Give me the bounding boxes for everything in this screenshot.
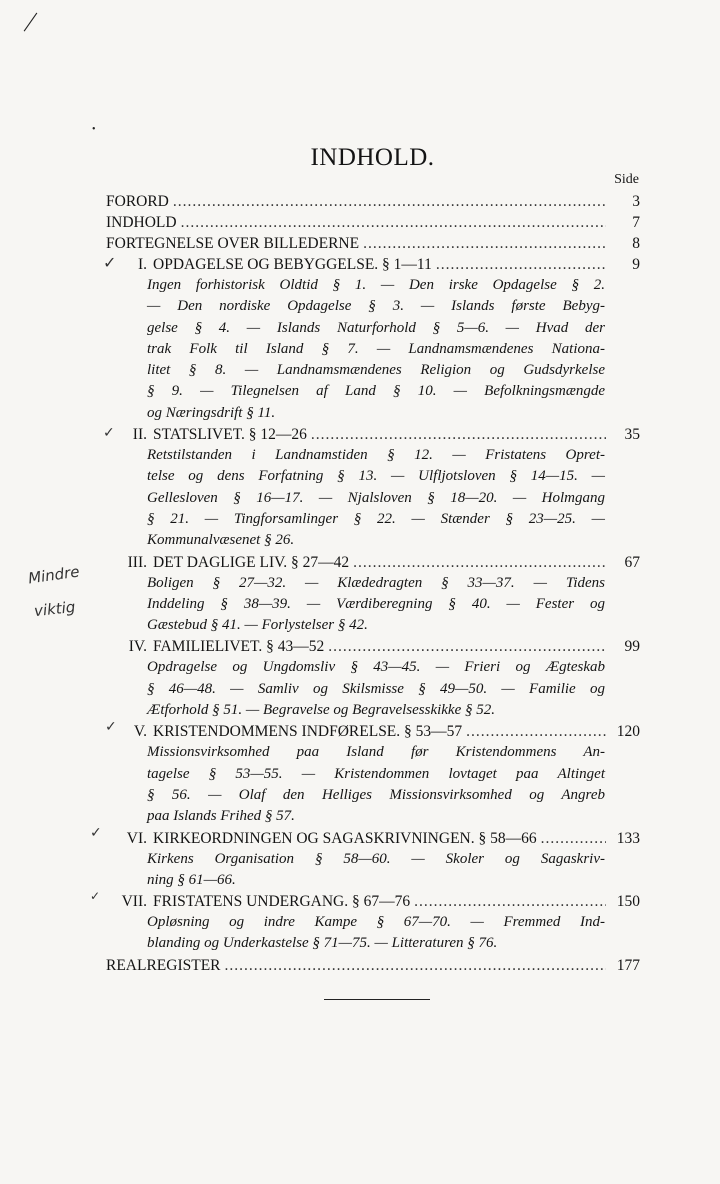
- summary-line: tagelse § 53—55. — Kristendommen lovtaget paa Altinget: [147, 765, 605, 782]
- dot-leader: [414, 891, 606, 912]
- summary-line: Gæstebud § 41. — Forlystelser § 42.: [147, 617, 368, 634]
- summary-line: § 21. — Tingforsamlinger § 22. — Stænder § 23—25. —: [147, 510, 605, 527]
- dot-leader: [225, 955, 606, 976]
- toc-entry: [106, 955, 640, 976]
- summary-line: gelse § 4. — Islands Naturforhold § 5—6. — Hvad der: [147, 319, 605, 336]
- toc-entry: [106, 254, 640, 275]
- pencil-tick-mark: ✓: [90, 825, 102, 841]
- entry-title: OPDAGELSE OG BEBYGGELSE. § 1—11: [153, 256, 432, 273]
- toc-entry: [106, 424, 640, 445]
- dot-leader: [181, 212, 606, 233]
- summary-line: Kommunalvæsenet § 26.: [147, 532, 295, 549]
- entry-title: INDHOLD: [106, 214, 177, 231]
- page-number: 99: [624, 638, 640, 656]
- summary-line: — Den nordiske Opdagelse § 3. — Islands første Bebyg-: [147, 298, 605, 315]
- summary-line: § 46—48. — Samliv og Skilsmisse § 49—50. — Familie og: [147, 680, 605, 697]
- pencil-tick-mark: ✓: [90, 889, 101, 903]
- page-number: 120: [616, 723, 640, 741]
- entry-summary: [147, 742, 605, 827]
- summary-line: Ætforhold § 51. — Begravelse og Begravelsesskikke § 52.: [147, 702, 495, 719]
- entry-title: FRISTATENS UNDERGANG. § 67—76: [153, 893, 411, 911]
- summary-line: Kirkens Organisation § 58—60. — Skoler og Sagaskriv-: [147, 850, 605, 867]
- dot-leader: [173, 191, 606, 212]
- chapter-number: II.: [132, 426, 147, 444]
- summary-line: § 56. — Olaf den Helliges Missionsvirksomhed og Angreb: [147, 786, 605, 803]
- entry-summary: [147, 275, 605, 424]
- toc-entry: [106, 636, 640, 657]
- page-number: 8: [632, 235, 640, 252]
- side-column-label: Side: [614, 172, 639, 187]
- summary-line: § 9. — Tilegnelsen af Land § 10. — Befolkningsmængde: [147, 383, 605, 400]
- entry-summary: [147, 445, 605, 551]
- toc-entry: [106, 552, 640, 573]
- toc-entry: [106, 212, 640, 233]
- summary-line: telse og dens Forfatning § 13. — Ulfljotsloven § 14—15. —: [147, 468, 605, 485]
- chapter-number: V.: [133, 723, 147, 741]
- entry-title: DET DAGLIGE LIV. § 27—42: [153, 553, 350, 571]
- summary-line: Retstilstanden i Landnamstiden § 12. — Fristatens Opret-: [147, 447, 605, 464]
- page-number: 150: [616, 893, 640, 911]
- entry-title: FAMILIELIVET. § 43—52: [153, 638, 325, 656]
- entry-summary: [147, 657, 605, 721]
- chapter-number: VII.: [121, 893, 147, 911]
- end-rule: [324, 999, 430, 1000]
- chapter-number: III.: [127, 553, 147, 571]
- page-number: 67: [624, 553, 640, 571]
- chapter-number: IV.: [128, 638, 147, 656]
- toc-entry: [106, 233, 640, 254]
- page-number: 133: [616, 829, 640, 847]
- pencil-stroke: —: [12, 4, 46, 37]
- summary-line: Boligen § 27—32. — Klædedragten § 33—37. — Tidens: [147, 574, 605, 591]
- handwritten-note-line-1: Mindre: [26, 562, 81, 588]
- dot-leader: [363, 233, 606, 254]
- summary-line: Inddeling § 38—39. — Værdiberegning § 40. — Fester og: [147, 595, 605, 612]
- entry-title: FORTEGNELSE OVER BILLEDERNE: [106, 235, 360, 252]
- page-title: INDHOLD.: [310, 144, 435, 171]
- summary-line: Opdragelse og Ungdomsliv § 43—45. — Frieri og Ægteskab: [147, 659, 605, 676]
- summary-line: Opløsning og indre Kampe § 67—70. — Fremmed Ind-: [147, 914, 605, 931]
- summary-line: litet § 8. — Landnamsmændenes Religion og Gudsdyrkelse: [147, 362, 605, 379]
- dot-leader: [353, 552, 606, 573]
- page-number: 9: [632, 256, 640, 273]
- summary-line: paa Islands Frihed § 57.: [147, 808, 295, 825]
- toc-entry: [106, 828, 640, 849]
- entry-title: STATSLIVET. § 12—26: [153, 426, 307, 444]
- entry-summary: [147, 573, 605, 637]
- pencil-tick-mark: ✓: [103, 253, 117, 272]
- summary-line: Ingen forhistorisk Oldtid § 1. — Den irske Opdagelse § 2.: [147, 277, 605, 293]
- summary-line: Gellesloven § 16—17. — Njalsloven § 18—20. — Holmgang: [147, 489, 605, 506]
- summary-line: og Næringsdrift § 11.: [147, 404, 276, 421]
- chapter-number: VI.: [126, 829, 147, 847]
- toc-entry: [106, 721, 640, 742]
- toc-entry: [106, 891, 640, 912]
- page-number: 3: [632, 193, 640, 210]
- entry-title: REALREGISTER: [106, 956, 221, 974]
- entry-title: KRISTENDOMMENS INDFØRELSE. § 53—57: [153, 723, 463, 741]
- summary-line: blanding og Underkastelse § 71—75. — Litteraturen § 76.: [147, 935, 498, 952]
- entry-summary: [147, 849, 605, 892]
- table-of-contents: [106, 191, 640, 976]
- summary-line: trak Folk til Island § 7. — Landnamsmændenes Nationa-: [147, 340, 605, 357]
- dot-leader: [311, 424, 606, 445]
- entry-title: FORORD: [106, 193, 169, 210]
- dot-mark: •: [92, 124, 96, 135]
- pencil-tick-mark: ✓: [105, 719, 117, 735]
- summary-line: ning § 61—66.: [147, 871, 236, 888]
- summary-line: Missionsvirksomhed paa Island før Kristendommens An-: [147, 744, 605, 761]
- pencil-tick-mark: ✓: [103, 425, 115, 441]
- handwritten-note-line-2: viktig: [33, 597, 77, 621]
- dot-leader: [328, 636, 606, 657]
- entry-summary: [147, 912, 605, 955]
- dot-leader: [436, 254, 606, 275]
- entry-title: KIRKEORDNINGEN OG SAGASKRIVNINGEN. § 58—66: [153, 829, 537, 847]
- page-number: 177: [616, 956, 640, 974]
- toc-entry: [106, 191, 640, 212]
- dot-leader: [541, 828, 606, 849]
- page-number: 35: [624, 426, 640, 444]
- dot-leader: [466, 721, 606, 742]
- page-number: 7: [632, 214, 640, 231]
- chapter-number: I.: [137, 256, 147, 273]
